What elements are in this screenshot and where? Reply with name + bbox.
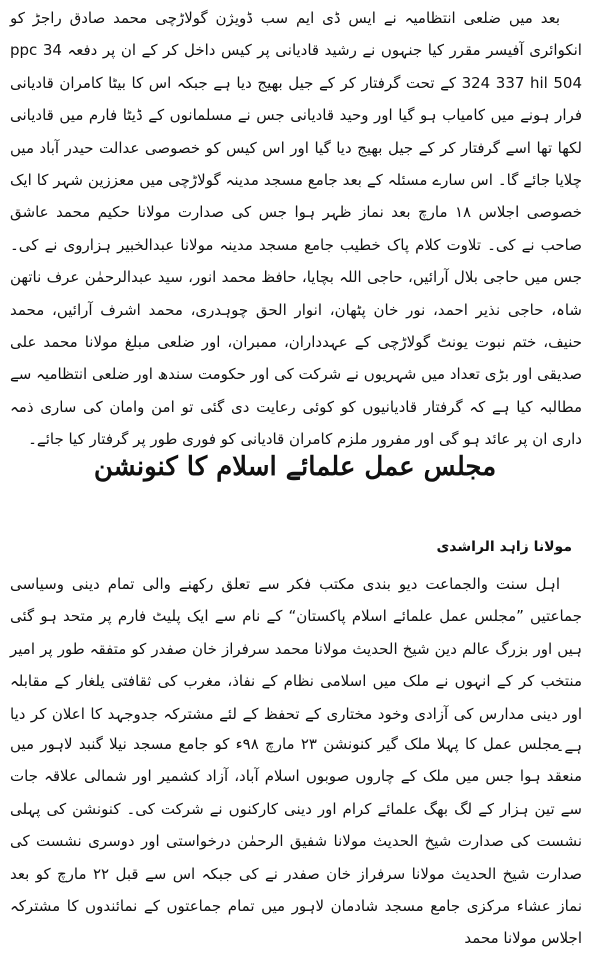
article-paragraph-1: اہل سنت والجماعت دیو بندی مکتب فکر سے تعلق رکھنے والی تمام دینی وسیاسی جماعتیں ”مجلس عمل علمائے اسلام پاکستان“ کے نام سے ایک پلیٹ فارم پر متحد ہو گئی ہیں اور بزرگ عالم دین شیخ الحدیث مولانا محمد سرفراز خان صفدر کو متفقہ طور پر امیر منتخب کر کے انہوں نے ملک میں اسلامی نظام کے نفاذ، مغرب کی ثقافتی یلغار کے مقابلہ اور دینی مدارس کی آزادی وخود مختاری کے تحفظ کے لئے مشترکہ جدوجہد کا اعلان کر دیا ہے۔ xyxy=(10,575,582,756)
article-author: مولانا زاہد الراشدی xyxy=(436,539,572,555)
news-report-paragraph: بعد میں ضلعی انتظامیہ نے ایس ڈی ایم سب ڈویژن گولاڑچی محمد صادق راجڑ کو انکوائری آفیسر مقرر کیا جنہوں نے رشید قادیانی پر کیس داخل کر کے ان پر دفعہ 34 ppc 324 337 hil 504 کے تحت گرفتار کر کے جیل بھیج دیا ہے جبکہ اس کا بیٹا کامران قادیانی فرار ہونے میں کامیاب ہو گیا اور وحید قادیانی جس نے مسلمانوں کے ڈیٹا فارم میں قادیانی لکھا تھا اسے گرفتار کر کے جیل بھیج دیا گیا اور اس کیس کو خصوصی عدالت حیدر آباد میں چلایا جائے گا۔ اس سارے مسئلہ کے بعد جامع مسجد مدینہ گولاڑچی میں معززین شہر کا ایک خصوصی اجلاس ۱۸ مارچ بعد نماز ظہر ہوا جس کی صدارت مولانا حکیم محمد عاشق صاحب نے کی۔ تلاوت کلام پاک خطیب جامع مسجد مدینہ مولانا عبدالخبیر ہزاروی نے کی۔ جس میں حاجی بلال آرائیں، حاجی اللہ بچایا، حافظ محمد انور، سید عبدالرحمٰن عرف ناتھن شاہ، حاجی نذیر احمد، نور خان پٹھان، انوار الحق چوہدری، محمد اشرف آرائیں، محمد حنیف، ختم نبوت یونٹ گولاڑچی کے عہدداران، ممبران، اور ضلعی مبلغ مولانا محمد علی صدیقی اور بڑی تعداد میں شہریوں نے شرکت کی اور حکومت سندھ اور ضلعی انتظامیہ سے مطالبہ کیا ہے کہ گرفتار قادیانیوں کو کوئی رعایت دی گئی تو امن وامان کی ساری ذمہ داری ان پر عائد ہو گی اور مفرور ملزم کامران قادیانی کو فوری طور پر گرفتار کیا جائے۔ xyxy=(10,9,582,449)
article-paragraph-2: مجلس عمل کا پہلا ملک گیر کنونشن ۲۳ مارچ ۹۸ء کو جامع مسجد نیلا گنبد لاہور میں منعقد ہوا جس میں ملک کے چاروں صوبوں اسلام آباد، آزاد کشمیر اور شمالی علاقہ جات سے تین ہزار کے لگ بھگ علمائے کرام اور دینی کارکنوں نے شرکت کی۔ کنونشن کی پہلی نشست کی صدارت شیخ الحدیث مولانا شفیق الرحمٰن درخواستی اور دوسری نشست کی صدارت شیخ الحدیث مولانا سرفراز خان صفدر نے کی جبکہ اس سے قبل ۲۲ مارچ کو بعد نماز عشاء مرکزی جامع مسجد شادمان لاہور میں تمام جماعتوں کے نمائندوں کا مشترکہ اجلاس مولانا محمد xyxy=(10,735,583,948)
article-title: مجلس عمل علمائے اسلام کا کنونشن xyxy=(93,452,497,482)
